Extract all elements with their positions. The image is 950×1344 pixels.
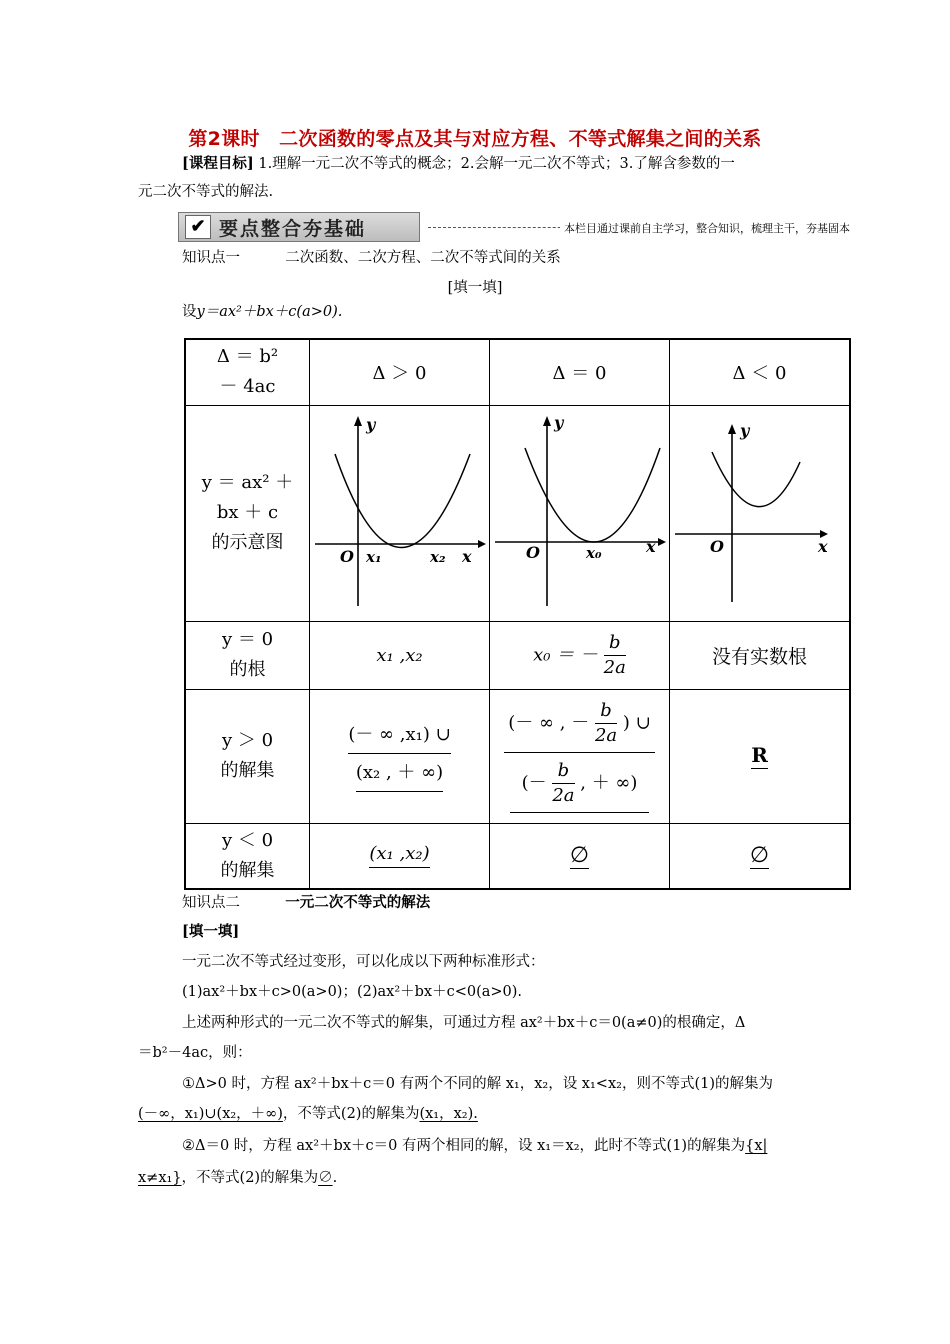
section1-label: 知识点一 [182,250,240,266]
gt-c1-line2: (x₂ , ＋ ∞) [356,758,443,792]
table-header-row [185,339,850,405]
gt-solution-no-root [670,689,851,823]
p4-mid: ，不等式(2)的解集为 [282,1106,420,1122]
section1-setup [182,302,342,322]
fraction-numerator: b [604,631,626,656]
fraction-denominator: 2a [594,725,618,746]
gt-c2-line1 [504,699,654,753]
graph-cell-two-roots [310,405,490,621]
lt-solution-two-roots [310,823,490,889]
section1-fill: [填一填] [447,280,503,296]
section2-p3-line1: 上述两种形式的一元二次不等式的解集，可通过方程 ax²＋bx＋c＝0(a≠0)的根确定，Δ [182,1015,746,1031]
roots-two-value: x₁ ,x₂ [376,644,423,666]
graph2-origin: O [526,542,540,562]
section2-p4-line1: ①Δ>0 时，方程 ax²＋bx＋c＝0 有两个不同的解 x₁，x₂，设 x₁<x₂，则不等式(1)的解集为 [182,1076,773,1092]
section2-p5-line2 [138,1168,337,1188]
header-delta-negative: Δ ＜ 0 [670,339,851,405]
table-roots-row [185,621,850,689]
roots-double [490,621,670,689]
gt-label-line2: 的解集 [220,760,275,781]
lt-c3-value: ∅ [749,842,770,868]
fraction-numerator: b [552,759,574,784]
checkmark-icon: ✔ [185,215,211,239]
roots-double-fraction [604,631,626,680]
section2-heading: 一元二次不等式的解法 [285,894,431,911]
graph2-axis-y: y [554,412,564,432]
objectives-label: [课程目标] [182,155,254,172]
page-title: 第2课时 二次函数的零点及其与对应方程、不等式解集之间的关系 [188,128,762,150]
gt-c2-fraction2 [552,759,574,808]
gt-row-label [185,689,310,823]
gt-c2-l2-post: , ＋ ∞) [580,772,638,794]
gt-solution-double-root [490,689,670,823]
p4-answer2: (x₁，x₂). [419,1106,478,1122]
section1-heading: 二次函数、二次方程、二次不等式间的关系 [285,250,561,266]
graph2-root0: x₀ [586,543,602,562]
gt-c2-line2 [510,757,650,813]
objectives-line2: 元二次不等式的解法. [138,184,274,200]
parabola-two-roots-graph [310,406,489,616]
gt-solution-two-roots [310,689,490,823]
relationship-table [184,338,851,890]
fraction-denominator: 2a [603,656,626,678]
p5-answer2: ∅ [318,1170,333,1186]
section-banner [178,210,850,242]
graph2-axis-x: x [646,536,656,556]
roots-double-prefix: x₀ ＝ － [533,644,598,665]
setup-prefix: 设 [182,304,197,320]
roots-none: 没有实数根 [670,621,851,689]
header-delta-positive: Δ ＞ 0 [310,339,490,405]
graph-cell-one-root [490,405,670,621]
p5-answer1b: x≠x₁} [138,1170,182,1186]
graph1-root2: x₂ [430,547,446,566]
p5-end: . [332,1170,338,1186]
graph1-axis-x: x [462,546,472,566]
gt-c2-l1-pre: (－ ∞ , － [508,712,590,734]
gt-c2-l2-pre: (－ [521,772,547,794]
graph3-axis-x: x [818,536,828,556]
section2-fill: [填一填] [182,923,240,940]
lt-label-line2: 的解集 [220,859,275,881]
graph-row-label [185,405,310,621]
graph1-axis-y: y [366,414,376,434]
p5-answer1a: {x| [745,1138,768,1154]
graph-label-line2: bx ＋ c [216,502,279,523]
gt-label-line1: y ＞ 0 [221,730,274,751]
parabola-no-root-graph [670,406,849,616]
graph3-axis-y: y [740,420,750,440]
roots-two-distinct [310,621,490,689]
header-delta-zero: Δ ＝ 0 [490,339,670,405]
banner-note: 本栏目通过课前自主学习，整合知识，梳理主干，夯基固本 [560,220,850,236]
graph1-root1: x₁ [366,547,382,566]
section2-p4-line2 [138,1104,478,1124]
roots-row-label [185,621,310,689]
table-graph-row [185,405,850,621]
graph3-origin: O [710,536,724,556]
setup-expression: y＝ax²＋bx＋c(a>0). [196,304,343,320]
objectives-line1 [182,154,735,174]
banner-box [178,212,420,242]
header-delta-line2: － 4ac [219,376,276,398]
p5-text: ②Δ＝0 时，方程 ax²＋bx＋c＝0 有两个相同的解，设 x₁＝x₂，此时不等式(1)的解集为 [182,1138,746,1154]
roots-label-line1: y ＝ 0 [221,629,274,650]
graph-label-line3: 的示意图 [211,532,284,553]
gt-c1-line1: (－ ∞ ,x₁) ∪ [348,720,450,754]
section2-p2: (1)ax²＋bx＋c>0(a>0)；(2)ax²＋bx＋c<0(a>0). [182,984,523,1000]
roots-label-line2: 的根 [229,659,266,680]
gt-c2-l1-post: ) ∪ [622,712,651,734]
table-lt-row [185,823,850,889]
section1-header [182,248,561,268]
header-delta-def [185,339,310,405]
fraction-denominator: 2a [552,785,575,806]
graph-cell-no-root [670,405,851,621]
header-delta-line1: Δ ＝ b² [216,346,279,368]
graph1-origin: O [340,546,354,566]
gt-c2-fraction1 [595,699,617,748]
p5-mid: ，不等式(2)的解集为 [181,1170,319,1186]
lt-row-label [185,823,310,889]
lt-c1-value: (x₁ ,x₂) [369,843,429,868]
lt-solution-no-root [670,823,851,889]
table-gt-row [185,689,850,823]
parabola-one-root-graph [490,406,669,616]
section2-p5-line1 [182,1136,767,1156]
banner-heading: 要点整合夯基础 [219,218,367,240]
section2-p1: 一元二次不等式经过变形，可以化成以下两种标准形式： [182,954,545,970]
lt-solution-double-root [490,823,670,889]
p4-answer1: (－∞，x₁)∪(x₂，＋∞) [138,1106,283,1122]
fraction-numerator: b [595,699,617,724]
graph-label-line1: y ＝ ax² ＋ [201,472,294,493]
gt-c3-value: R [751,743,768,767]
lt-label-line1: y ＜ 0 [221,829,274,851]
lt-c2-value: ∅ [569,842,590,868]
section2-header [182,893,430,913]
objectives-text: 1.理解一元二次不等式的概念；2.会解一元二次不等式；3.了解含参数的一 [258,156,735,172]
section2-p3-line2: ＝b²－4ac，则： [138,1045,252,1061]
section2-label: 知识点二 [182,895,240,911]
